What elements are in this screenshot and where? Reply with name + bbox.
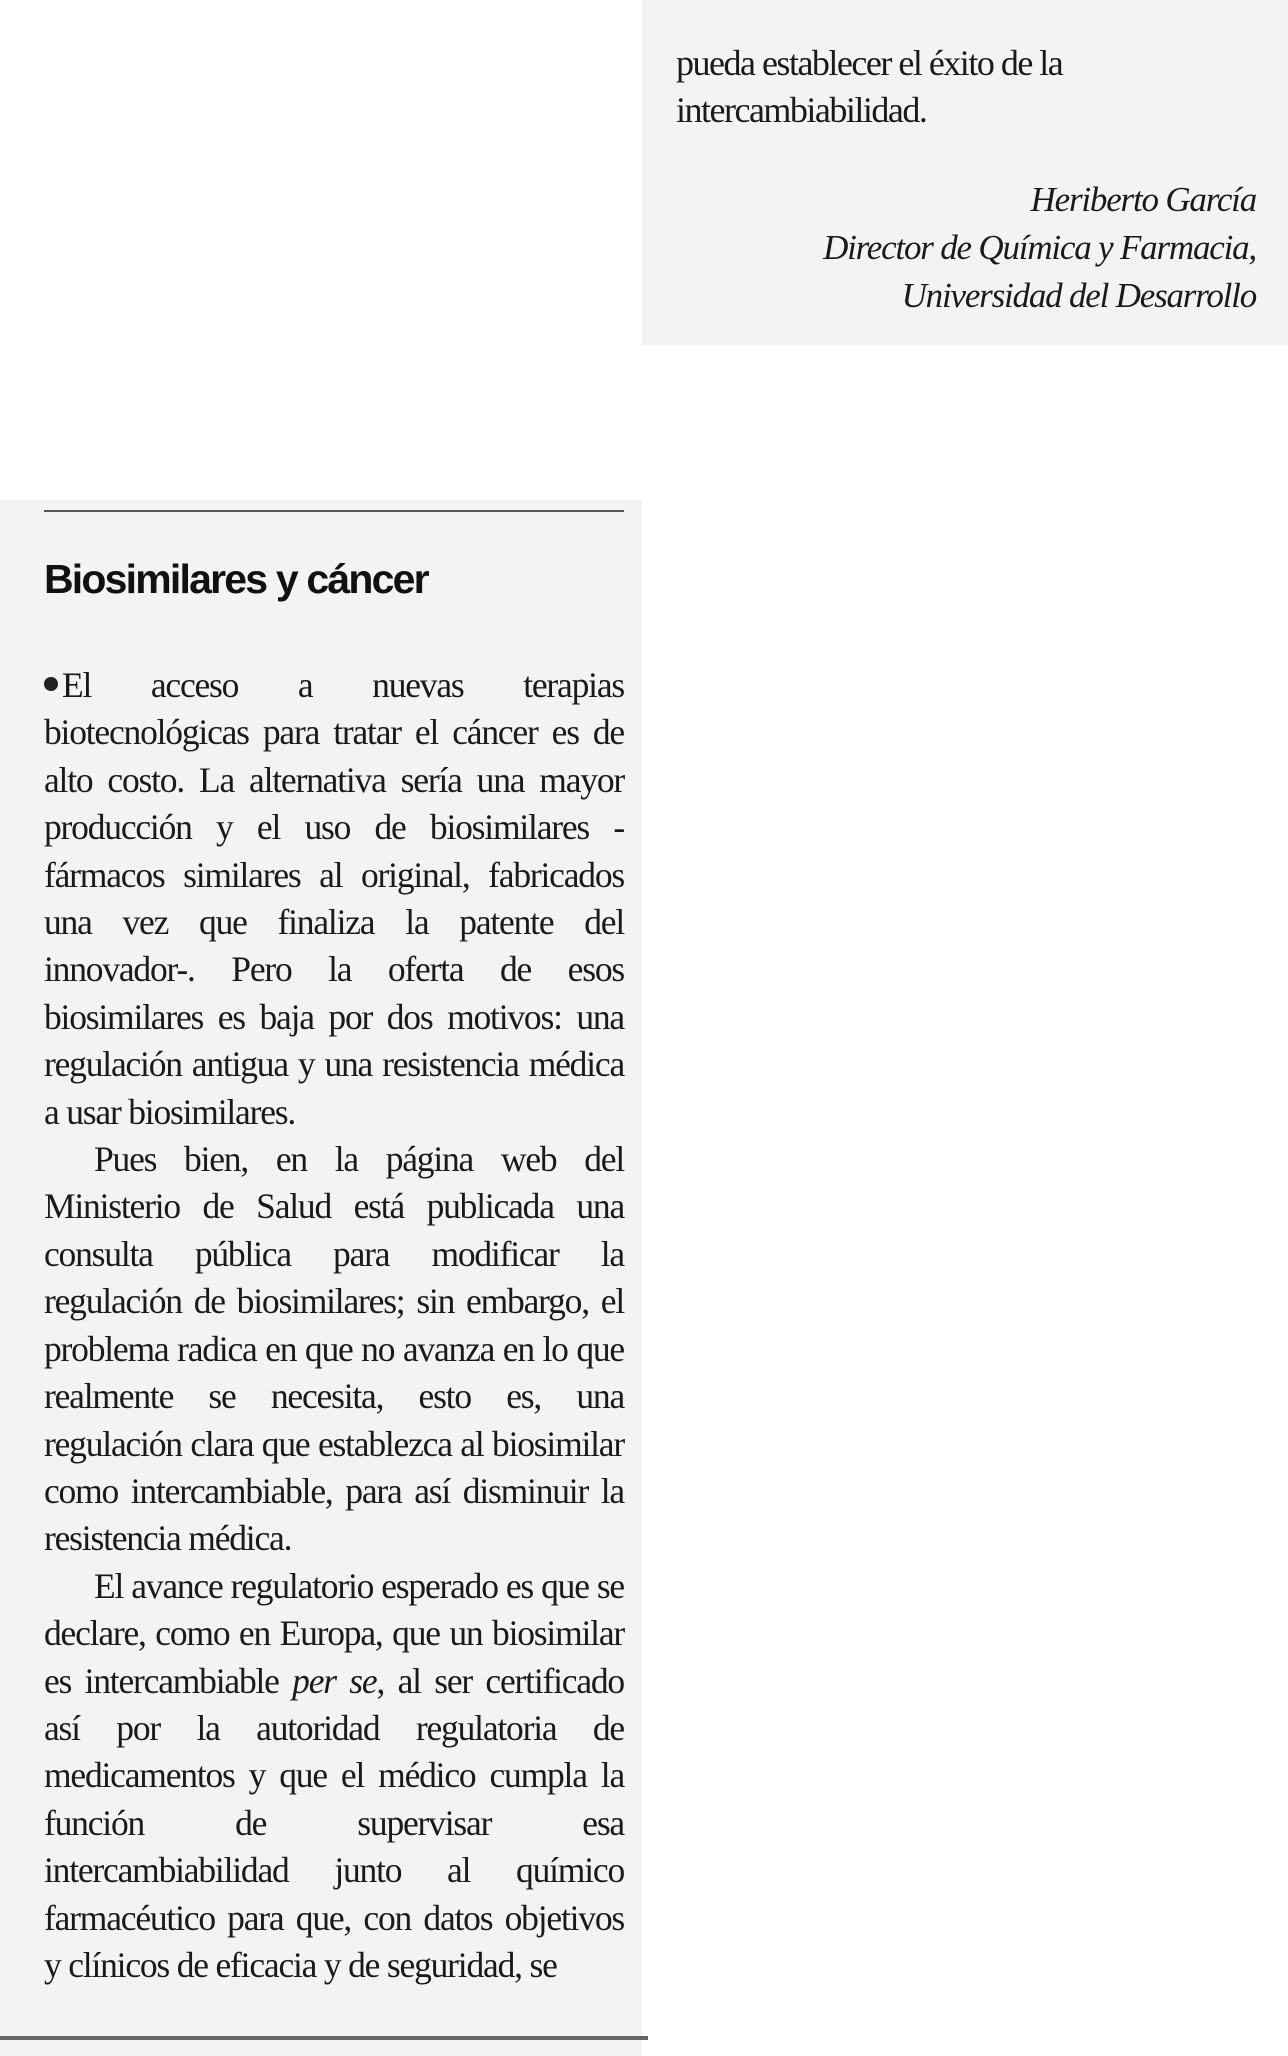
signature-name: Heriberto García [1030,180,1256,219]
article-paragraph-1 [44,662,624,1136]
article-heading: Biosimilares y cáncer [44,556,428,602]
signature-block [676,176,1256,320]
article-paragraph-2: Pues bien, en la página web del Ministerio de Salud está publicada una consulta pública para modificar la regulación de biosimilares; sin embargo, el problema radica en que no avanza en lo que realmente se necesita, esto es, una regulación clara que establezca al biosimilar como intercambiable, para así disminuir la resistencia médica. [44,1139,624,1559]
article-paragraph-3 [44,1563,624,1990]
signature-institution: Universidad del Desarrollo [901,276,1256,315]
article-paragraph-1-text: El acceso a nuevas terapias biotecnológicas para tratar el cáncer es de alto costo. La alternativa sería una mayor producción y el uso de biosimilares -fármacos similares al original, fabricados una vez que finaliza la patente del innovador-. Pero la oferta de esos biosimilares es baja por dos motivos: una regulación antigua y una resistencia médica a usar biosimilares. [44,665,624,1132]
section-divider-bottom [0,2036,648,2040]
signature-role: Director de Química y Farmacia, [823,228,1256,267]
article-body [44,662,624,1989]
article-paragraph-3-end: , al ser certificado así por la autoridad regulatoria de medicamentos y que el médico cumpla la función de supervisar esa intercambiabilidad junto al químico farmacéutico para que, con datos objetivos y clínicos de eficacia y de seguridad, se [44,1660,624,1985]
top-column-text-block [676,40,1256,134]
article-paragraph-3-italic: per se [292,1660,377,1701]
section-divider-top [44,510,624,512]
top-column-paragraph: pueda establecer el éxito de la intercambiabilidad. [676,43,1063,130]
bullet-icon [44,677,58,691]
article-paragraph-3-start: El avance regulatorio esperado es que se declare, como en Europa, que un biosimilar es intercambiable [44,1565,624,1701]
